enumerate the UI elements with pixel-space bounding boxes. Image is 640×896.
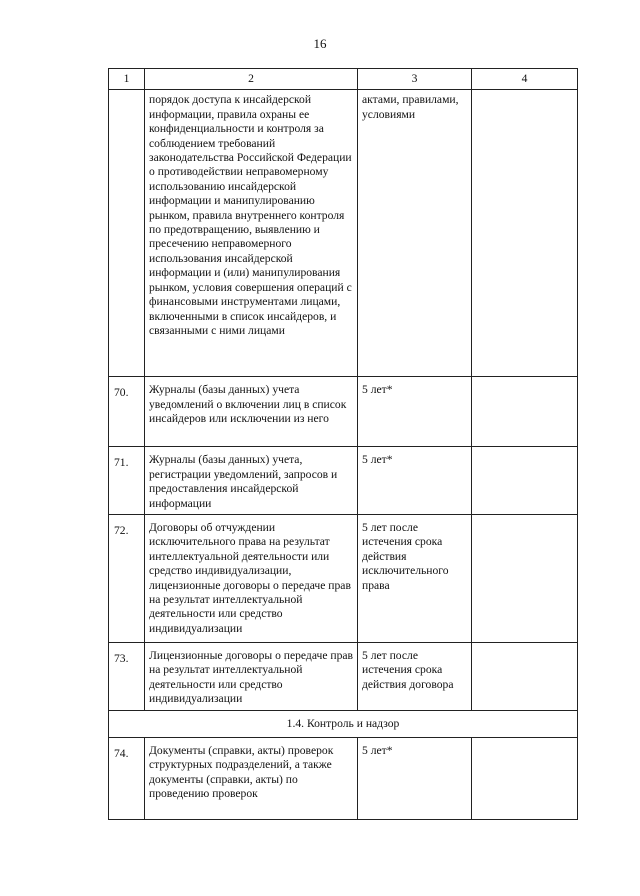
row-note bbox=[472, 515, 578, 643]
row-term: 5 лет* bbox=[358, 447, 472, 515]
row-description: Документы (справки, акты) проверок структурных подразделений, а также документы (справки, акты) по проведению проверок bbox=[145, 738, 358, 820]
table-row bbox=[109, 738, 578, 820]
header-col-4: 4 bbox=[472, 69, 578, 90]
row-number: 71. bbox=[109, 447, 145, 515]
row-number bbox=[109, 90, 145, 377]
row-number: 74. bbox=[109, 738, 145, 820]
header-col-2: 2 bbox=[145, 69, 358, 90]
row-description: Лицензионные договоры о передаче прав на результат интеллектуальной деятельности или средство индивидуализации bbox=[145, 643, 358, 711]
header-row bbox=[109, 69, 578, 90]
row-description: Журналы (базы данных) учета, регистрации уведомлений, запросов и предоставления инсайдерской информации bbox=[145, 447, 358, 515]
table-row bbox=[109, 515, 578, 643]
table-row bbox=[109, 447, 578, 515]
row-number: 72. bbox=[109, 515, 145, 643]
row-term: 5 лет* bbox=[358, 377, 472, 447]
row-note bbox=[472, 377, 578, 447]
row-note bbox=[472, 643, 578, 711]
header-col-3: 3 bbox=[358, 69, 472, 90]
row-description: Журналы (базы данных) учета уведомлений о включении лиц в список инсайдеров или исключении из него bbox=[145, 377, 358, 447]
row-term: 5 лет* bbox=[358, 738, 472, 820]
table-row bbox=[109, 643, 578, 711]
row-description: порядок доступа к инсайдерской информации, правила охраны ее конфиденциальности и контроля за соблюдением требований законодательства Российской Федерации о противодействии неправомерному использованию инсайдерской информации и манипулированию рынком, правила внутреннего контроля по предотвращению, выявлению и пресечению неправомерного использования инсайдерской информации и (или) манипулирования рынком, условия совершения операций с финансовыми инструментами лицами, включенными в список инсайдеров, и связанными с ними лицами bbox=[145, 90, 358, 377]
section-title: 1.4. Контроль и надзор bbox=[109, 710, 578, 737]
row-term: 5 лет после истечения срока действия исключительного права bbox=[358, 515, 472, 643]
table-row bbox=[109, 90, 578, 377]
table-row bbox=[109, 377, 578, 447]
row-number: 70. bbox=[109, 377, 145, 447]
section-row bbox=[109, 710, 578, 737]
retention-table bbox=[108, 68, 578, 820]
page-number: 16 bbox=[313, 36, 327, 51]
row-term: актами, правилами, условиями bbox=[358, 90, 472, 377]
row-note bbox=[472, 90, 578, 377]
row-description: Договоры об отчуждении исключительного права на результат интеллектуальной деятельности или средство индивидуализации, лицензионные договоры о передаче прав на результат интеллектуальной деятельности или средство индивидуализации bbox=[145, 515, 358, 643]
row-term: 5 лет после истечения срока действия договора bbox=[358, 643, 472, 711]
header-col-1: 1 bbox=[109, 69, 145, 90]
row-note bbox=[472, 447, 578, 515]
row-number: 73. bbox=[109, 643, 145, 711]
row-note bbox=[472, 738, 578, 820]
